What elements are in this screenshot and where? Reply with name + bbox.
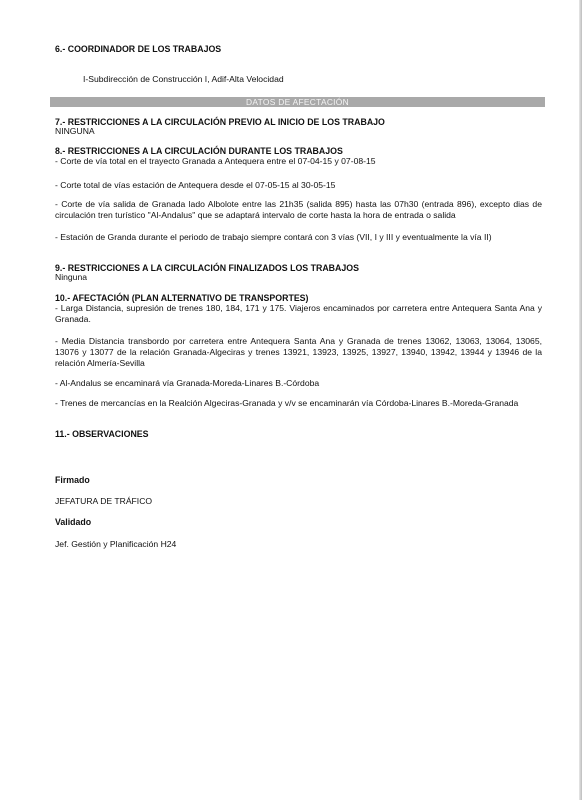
section-9-text: Ninguna [55, 272, 88, 282]
section-8-para-3: - Corte de vía salida de Granada lado Albolote entre las 21h35 (salida 895) hasta las 07h30 (entrada 896), excepto dias de circulación tren turístico "Al-Andalus" que se adaptará intervalo de corte hasta la hora de entrada o salida [55, 199, 542, 220]
section-7-title: 7.- RESTRICCIONES A LA CIRCULACIÓN PREVIO AL INICIO DE LOS TRABAJO [55, 117, 385, 127]
section-8-para-1: - Corte de vía total en el trayecto Granada a Antequera entre el 07-04-15 y 07-08-15 [55, 156, 376, 166]
validado-value: Jef. Gestión y Planificación H24 [55, 539, 177, 549]
section-10-para-4: - Trenes de mercancías en la Realción Algeciras-Granada y v/v se encaminarán vía Córdoba-Linares B.-Moreda-Granada [55, 398, 519, 408]
section-9-title: 9.- RESTRICCIONES A LA CIRCULACIÓN FINALIZADOS LOS TRABAJOS [55, 263, 359, 273]
validado-label: Validado [55, 517, 92, 527]
section-8-para-2: - Corte total de vías estación de Antequera desde el 07-05-15 al 30-05-15 [55, 180, 336, 190]
section-8-para-4: - Estación de Granda durante el periodo de trabajo siempre contará con 3 vías (VII, I y III y eventualmente la vía II) [55, 232, 492, 242]
firmado-value: JEFATURA DE TRÁFICO [55, 496, 153, 506]
section-7-text: NINGUNA [55, 126, 95, 136]
section-10-para-3: - Al-Andalus se encaminará vía Granada-Moreda-Linares B.-Córdoba [55, 378, 320, 388]
section-6-title: 6.- COORDINADOR DE LOS TRABAJOS [55, 44, 222, 54]
section-10-para-2: - Media Distancia transbordo por carretera entre Antequera Santa Ana y Granada de trenes 13062, 13063, 13064, 13065, 13076 y 13077 de la relación Granada-Algeciras y trenes 13921, 13923, 13925, 13927, 13940, 13942, 13944 y 13946 de la relación Almería-Sevilla [55, 336, 542, 368]
firmado-label: Firmado [55, 475, 90, 485]
afectacion-band: DATOS DE AFECTACIÓN [50, 97, 545, 107]
section-10-para-1: - Larga Distancia, supresión de trenes 180, 184, 171 y 175. Viajeros encaminados por carretera entre Antequera Santa Ana y Granada. [55, 303, 542, 324]
section-8-title: 8.- RESTRICCIONES A LA CIRCULACIÓN DURANTE LOS TRABAJOS [55, 146, 343, 156]
section-11-title: 11.- OBSERVACIONES [55, 429, 149, 439]
section-6-text: I-Subdirección de Construcción I, Adif-Alta Velocidad [83, 74, 284, 84]
section-10-title: 10.- AFECTACIÓN (PLAN ALTERNATIVO DE TRANSPORTES) [55, 293, 309, 303]
